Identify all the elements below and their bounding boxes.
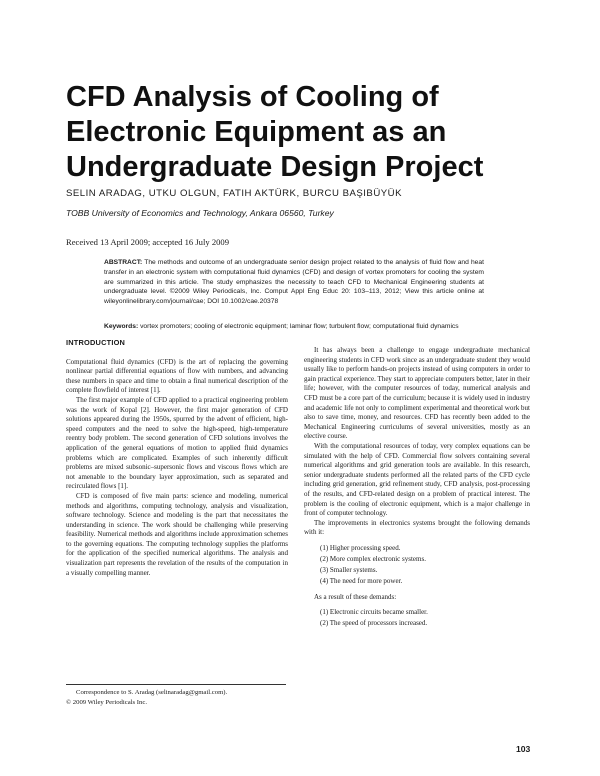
abstract-label: ABSTRACT: [104,259,143,266]
paragraph: As a result of these demands: [314,592,397,601]
footnote-divider [66,684,286,685]
section-heading: INTRODUCTION [66,338,126,347]
correspondence-note: Correspondence to S. Aradag (selinaradag@gmail.com). [76,689,228,696]
list-item: (1) Higher processing speed. [320,543,401,552]
abstract [104,258,484,307]
paragraph: It has always been a challenge to engage undergraduate mechanical engineering students in CFD work since as an undergraduate student they would usually like to perform hands-on projects instead of using computers in order to gain practical experience. They start to appreciate computers better, later in their life; however, with the computer resources of today, numerical analysis and CFD must be a core part of the curriculum; because it is widely used in industry and academic life not only to compliment experimental and theoretical work but also to save time, money, and resources. CFD has recently been added to the Mechanical Engineering curriculums of several universities, mostly as an elective course. [304,346,530,441]
copyright-note: © 2009 Wiley Periodicals Inc. [66,699,148,706]
author-list: SELIN ARADAG, UTKU OLGUN, FATIH AKTÜRK, BURCU BAŞIBÜYÜK [66,188,402,199]
received-date: Received 13 April 2009; accepted 16 July 2009 [66,237,230,247]
demands-list [304,544,530,587]
results-list [304,608,530,629]
footnote [66,688,288,708]
list-item: (3) Smaller systems. [320,566,378,575]
paragraph: With the computational resources of today, very complex equations can be simulated with the help of CFD. Commercial flow solvers containing several numerical algorithms and grid generation tools are available. In this research, senior undergraduate students performed all the related parts of the CFD cycle including grid generation, grid refinement study, CFD analysis, post-processing of the results, and CFD-related design on a problem of practical interest. The problem is the cooling of electronic equipment, which is a major challenge in front of computer technology. [304,441,530,518]
list-item: (4) The need for more power. [320,577,403,586]
affiliation: TOBB University of Economics and Technology, Ankara 06560, Turkey [66,208,334,218]
paragraph: The first major example of CFD applied to a practical engineering problem was the work of Kopal [2]. However, the first major generation of CFD solutions appeared during the 1950s, spurred by the advent of efficient, high-speed computers and the need to solve the high-speed, high-temperature reentry body problem. The second generation of CFD solutions involves the application of the general equations of motion to applied fluid dynamics problems which are complicated. Examples of such inherently difficult problems are mixed subsonic–supersonic flows and viscous flows which are not amenable to the boundary layer approximation, such as separated and recirculated flows [1]. [66,395,288,491]
article-title: CFD Analysis of Cooling of Electronic Equipment as an Undergraduate Design Project [66,81,484,183]
page-number: 103 [516,744,531,754]
abstract-text: The methods and outcome of an undergraduate senior design project related to the analysis of fluid flow and heat transfer in an electronic system with computational fluid dynamics (CFD) and design of vortex promoters for cooling the system are summarized in this article. The study emphasizes the necessity to teach CFD to Mechanical Engineering students at undergraduate level. ©2009 Wiley Periodicals, Inc. Comput Appl Eng Educ 20: 103–113, 2012; View this article online at wileyonlinelibrary.com/journal/cae; DOI 10.1002/cae.20378 [104,259,484,306]
keywords [104,322,484,332]
list-item: (2) More complex electronic systems. [320,554,426,563]
paragraph: CFD is composed of five main parts: science and modeling, numerical methods and algorithms, computing technology, analysis and visualization, software technology. Science and modeling is the part that necessitates the understanding in science. The work should be challenging while preserving feasibility. Numerical methods and algorithms include approximation schemes to the governing equations. The computing technology supplies the platforms for the application of the specified numerical algorithms. The analysis and visualization part represents the revelation of the results of the computation in a visually compelling manner. [66,491,288,577]
paragraph: The improvements in electronics systems brought the following demands with it: [304,518,530,537]
keywords-text: vortex promoters; cooling of electronic equipment; laminar flow; turbulent flow; computational fluid dynamics [140,323,459,330]
list-item: (1) Electronic circuits became smaller. [320,608,428,617]
paragraph: Computational fluid dynamics (CFD) is the art of replacing the governing nonlinear partial differential equations of flow with numbers, and advancing these numbers in space and time to obtain a final numerical description of the complete flowfield of interest [1]. [66,357,288,395]
list-item: (2) The speed of processors increased. [320,619,428,628]
keywords-label: Keywords: [104,323,139,330]
right-column [304,346,530,635]
left-column [66,338,288,578]
